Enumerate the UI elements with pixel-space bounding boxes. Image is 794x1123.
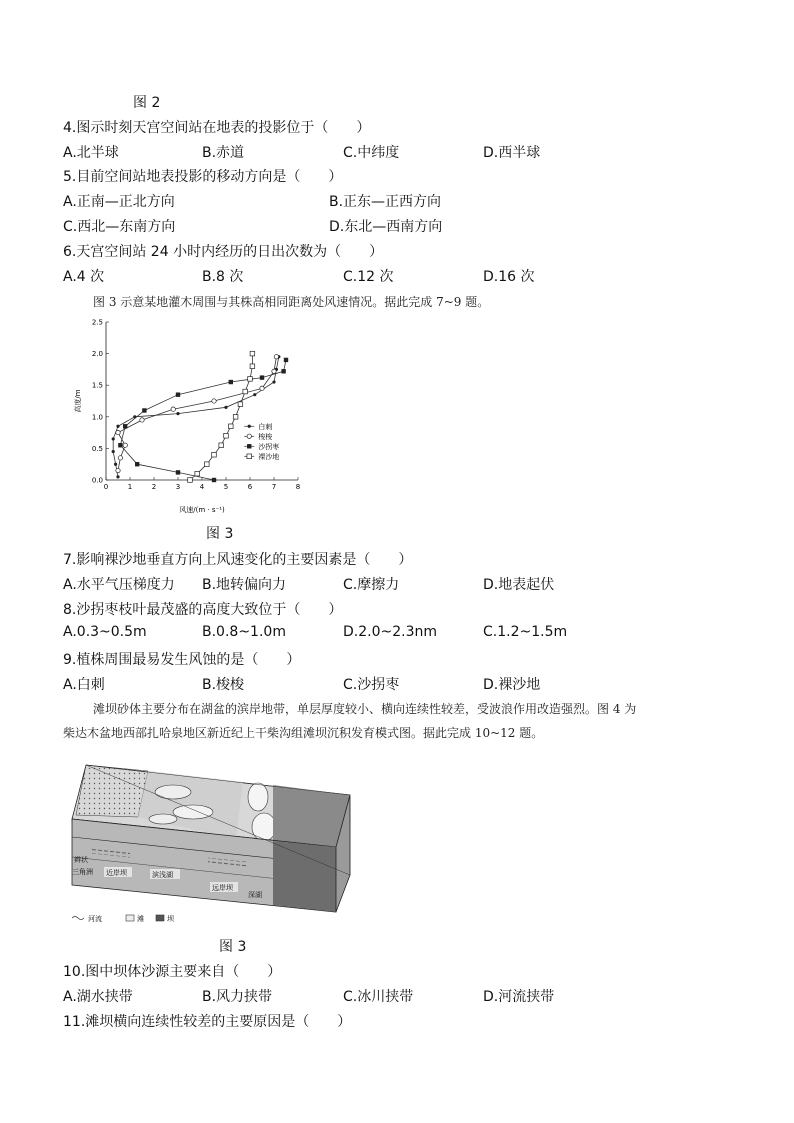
wind-speed-chart bbox=[70, 310, 320, 520]
data-point bbox=[176, 392, 180, 396]
data-point bbox=[116, 475, 119, 478]
question-8-option-a: A.0.3~0.5m bbox=[63, 624, 147, 640]
series-line bbox=[113, 357, 279, 477]
x-tick-label: 2 bbox=[151, 483, 157, 491]
legend-label: 裸沙地 bbox=[258, 452, 280, 461]
series-4 bbox=[188, 351, 255, 482]
data-point bbox=[212, 399, 216, 403]
data-point bbox=[238, 402, 243, 407]
question-5-option-d: D.东北—西南方向 bbox=[329, 219, 443, 235]
diagram-legend bbox=[72, 914, 175, 923]
question-4-option-b: B.赤道 bbox=[202, 145, 245, 161]
figure-2-caption: 图 2 bbox=[133, 95, 161, 111]
data-point bbox=[112, 450, 115, 453]
x-tick-label: 4 bbox=[199, 483, 205, 491]
question-4-option-d: D.西半球 bbox=[483, 145, 541, 161]
data-point bbox=[250, 364, 255, 369]
data-point bbox=[224, 433, 229, 438]
data-point bbox=[247, 444, 251, 448]
legend-label: 梭梭 bbox=[258, 432, 273, 441]
data-point bbox=[176, 412, 179, 415]
x-tick-label: 7 bbox=[271, 483, 277, 491]
x-tick-label: 1 bbox=[127, 483, 133, 491]
question-8-stem: 8.沙拐枣枝叶最茂盛的高度大致位于（ ） bbox=[63, 602, 343, 618]
question-8-option-b: B.0.8~1.0m bbox=[202, 624, 286, 640]
y-tick-label: 2.5 bbox=[91, 318, 103, 327]
data-point bbox=[112, 437, 115, 440]
question-10-option-b: B.风力挟带 bbox=[202, 989, 273, 1005]
x-tick-label: 0 bbox=[103, 483, 109, 491]
question-8-option-d: D.2.0~2.3nm bbox=[343, 624, 438, 640]
beach-legend-icon bbox=[126, 915, 134, 921]
intro-questions-10-12-line-2: 柴达木盆地西部扎哈泉地区新近纪上干柴沟组滩坝沉积发育模式图。据此完成 10~12 题。 bbox=[63, 726, 544, 740]
question-6-option-c: C.12 次 bbox=[343, 269, 394, 285]
question-7-option-c: C.摩擦力 bbox=[343, 577, 400, 593]
question-9-option-a: A.白刺 bbox=[63, 677, 105, 693]
data-point bbox=[248, 425, 251, 428]
data-point bbox=[142, 408, 146, 412]
data-point bbox=[205, 462, 210, 467]
question-5-stem: 5.目前空间站地表投影的移动方向是（ ） bbox=[63, 169, 343, 185]
data-point bbox=[229, 424, 234, 429]
data-point bbox=[253, 393, 256, 396]
question-6-option-b: B.8 次 bbox=[202, 269, 244, 285]
question-10-option-d: D.河流挟带 bbox=[483, 989, 555, 1005]
question-5-option-a: A.正南—正北方向 bbox=[63, 194, 175, 210]
y-tick-label: 1.5 bbox=[91, 381, 103, 390]
data-point bbox=[260, 386, 264, 390]
label-far-shore-bar: 远岸坝 bbox=[212, 884, 233, 892]
data-point bbox=[116, 468, 120, 472]
question-10-option-c: C.冰川挟带 bbox=[343, 989, 414, 1005]
question-9-option-c: C.沙拐枣 bbox=[343, 677, 400, 693]
x-tick-label: 8 bbox=[295, 483, 301, 491]
data-point bbox=[260, 375, 264, 379]
legend-label: 白刺 bbox=[258, 422, 273, 431]
question-6-option-a: A.4 次 bbox=[63, 269, 105, 285]
question-4-option-a: A.北半球 bbox=[63, 145, 119, 161]
label-near-shore-bar: 近岸坝 bbox=[106, 869, 127, 877]
question-4-option-c: C.中纬度 bbox=[343, 145, 400, 161]
chart-series bbox=[112, 351, 289, 482]
data-point bbox=[247, 454, 252, 459]
intro-questions-7-9: 图 3 示意某地灌木周围与其株高相同距离处风速情况。据此完成 7~9 题。 bbox=[93, 295, 490, 309]
chart-x-axis-label: 风速/(m · s⁻¹) bbox=[179, 506, 225, 514]
series-line bbox=[190, 354, 252, 480]
river-legend-icon bbox=[72, 917, 84, 920]
figure-3-caption: 图 3 bbox=[206, 526, 234, 542]
label-shallow-lake: 滨浅湖 bbox=[152, 871, 173, 879]
data-point bbox=[272, 369, 276, 373]
data-point bbox=[248, 377, 253, 382]
data-point bbox=[233, 415, 238, 420]
question-6-stem: 6.天宫空间站 24 小时内经历的日出次数为（ ） bbox=[63, 244, 384, 260]
data-point bbox=[123, 424, 127, 428]
question-10-stem: 10.图中坝体沙源主要来自（ ） bbox=[63, 964, 282, 980]
chart-legend bbox=[244, 422, 279, 461]
y-tick-label: 0.5 bbox=[91, 444, 103, 453]
y-tick-label: 1.0 bbox=[91, 413, 103, 422]
legend-beach: 滩 bbox=[137, 915, 144, 923]
bar-legend-icon bbox=[156, 915, 164, 921]
x-tick-label: 3 bbox=[175, 483, 181, 491]
question-5-option-b: B.正东—正西方向 bbox=[329, 194, 442, 210]
series-line bbox=[118, 357, 276, 471]
data-point bbox=[212, 452, 217, 457]
data-point bbox=[274, 355, 278, 359]
legend-river: 河流 bbox=[88, 915, 102, 923]
label-deep-lake: 深湖 bbox=[248, 891, 262, 899]
label-braided: 辫状 bbox=[74, 856, 88, 864]
chart-y-axis-label: 高度/m bbox=[74, 389, 82, 413]
legend-bar: 坝 bbox=[167, 915, 174, 923]
data-point bbox=[243, 389, 248, 394]
data-point bbox=[116, 430, 120, 434]
data-point bbox=[224, 406, 227, 409]
question-4-stem: 4.图示时刻天宫空间站在地表的投影位于（ ） bbox=[63, 120, 371, 136]
data-point bbox=[281, 369, 285, 373]
data-point bbox=[135, 462, 139, 466]
data-point bbox=[229, 380, 233, 384]
question-9-option-b: B.梭梭 bbox=[202, 677, 245, 693]
data-point bbox=[140, 418, 144, 422]
question-5-option-c: C.西北—东南方向 bbox=[63, 219, 176, 235]
question-7-option-b: B.地转偏向力 bbox=[202, 577, 287, 593]
data-point bbox=[284, 358, 288, 362]
data-point bbox=[188, 478, 193, 483]
legend-label: 沙拐枣 bbox=[258, 442, 280, 451]
data-point bbox=[195, 471, 200, 476]
data-point bbox=[176, 470, 180, 474]
question-7-option-a: A.水平气压梯度力 bbox=[63, 577, 175, 593]
data-point bbox=[171, 407, 175, 411]
label-delta: 三角洲 bbox=[72, 868, 93, 876]
y-tick-label: 2.0 bbox=[91, 350, 103, 359]
data-point bbox=[114, 463, 117, 466]
question-7-stem: 7.影响裸沙地垂直方向上风速变化的主要因素是（ ） bbox=[63, 552, 413, 568]
question-6-option-d: D.16 次 bbox=[483, 269, 535, 285]
data-point bbox=[250, 351, 255, 356]
data-point bbox=[123, 443, 127, 447]
question-7-option-d: D.地表起伏 bbox=[483, 577, 555, 593]
question-11-stem: 11.滩坝横向连续性较差的主要原因是（ ） bbox=[63, 1014, 352, 1030]
question-8-option-c: C.1.2~1.5m bbox=[483, 624, 568, 640]
question-10-option-a: A.湖水挟带 bbox=[63, 989, 133, 1005]
question-9-option-d: D.裸沙地 bbox=[483, 677, 541, 693]
data-point bbox=[212, 478, 216, 482]
beach-bar-block-diagram bbox=[68, 757, 360, 932]
data-point bbox=[247, 434, 251, 438]
data-point bbox=[118, 443, 122, 447]
data-point bbox=[116, 425, 119, 428]
x-tick-label: 5 bbox=[223, 483, 229, 491]
figure-4-caption: 图 3 bbox=[219, 939, 247, 955]
data-point bbox=[118, 456, 122, 460]
data-point bbox=[272, 380, 275, 383]
x-tick-label: 6 bbox=[247, 483, 253, 491]
data-point bbox=[219, 443, 224, 448]
y-tick-label: 0.0 bbox=[91, 476, 103, 485]
intro-questions-10-12-line-1: 滩坝砂体主要分布在湖盆的滨岸地带，单层厚度较小、横向连续性较差，受波浪作用改造强烈。图 4 为 bbox=[93, 702, 637, 716]
question-9-stem: 9.植株周围最易发生风蚀的是（ ） bbox=[63, 652, 301, 668]
